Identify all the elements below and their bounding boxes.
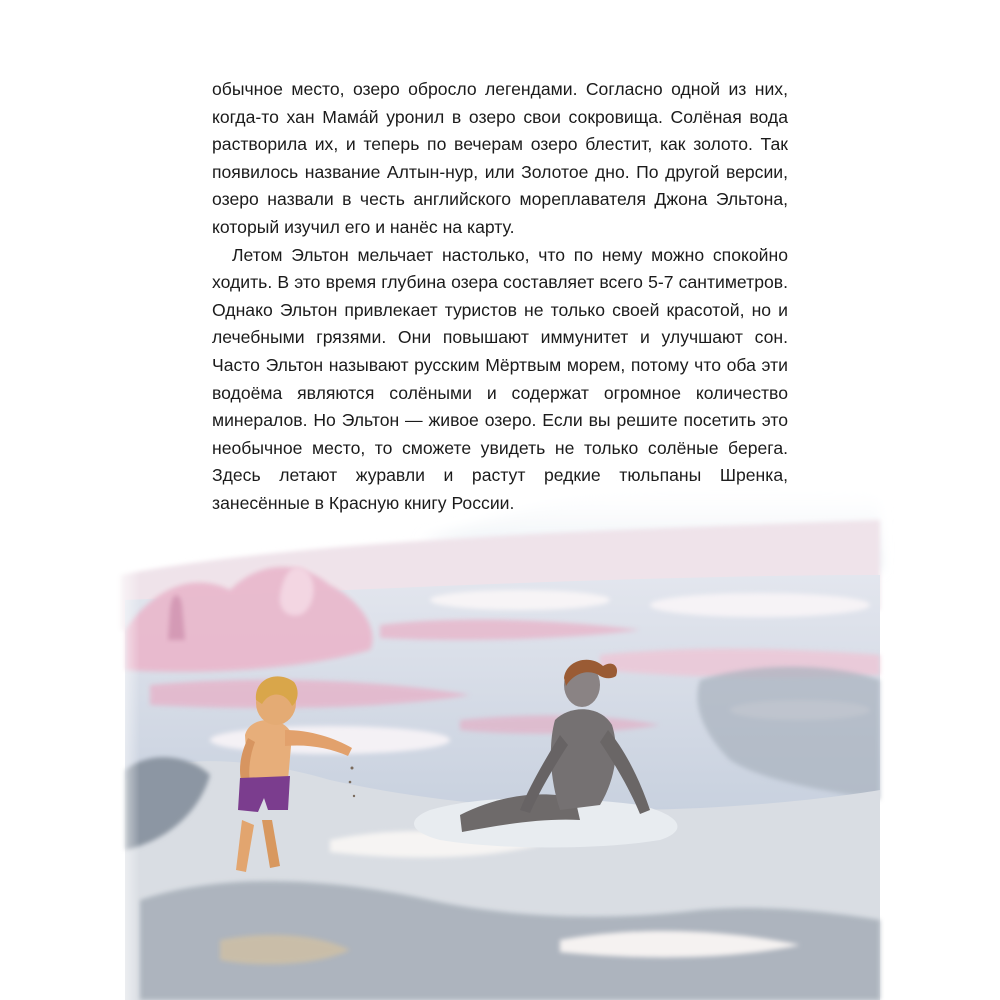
text-block: [212, 76, 788, 518]
salt-patch-2: [650, 593, 870, 617]
illustration-svg: [0, 480, 1000, 1000]
watercolor-illustration: [0, 480, 1000, 1000]
left-edge-fade: [110, 480, 140, 1000]
salt-drop-1: [351, 767, 354, 770]
salt-drop-3: [353, 795, 355, 797]
paragraph-2: Летом Эльтон мельчает настолько, что по нему можно спокойно ходить. В это время глубина озера составляет всего 5-7 сантиметров. Однако Эльтон привлекает туристов не только своей красотой, но и лечебными грязями. Они повышают иммунитет и улучшают сон. Часто Эльтон называют русским Мёртвым морем, потому что оба эти водоёма являются солёными и содержат огромное количество минералов. Но Эльтон — живое озеро. Если вы решите посетить это необычное место, то сможете увидеть не только солёные берега. Здесь летают журавли и растут редкие тюльпаны Шренка, занесённые в Красную книгу России.: [212, 244, 788, 513]
paragraph-1: обычное место, озеро обросло легендами. Согласно одной из них, когда-то хан Мама́й уронил в озеро свои сокровища. Солёная вода растворила их, и теперь по вечерам озеро блестит, как золото. Так появилось название Алтын-нур, или Золотое дно. По другой версии, озеро назвали в честь английского мореплавателя Джона Эльтона, который изучил его и нанёс на карту.: [212, 79, 788, 237]
salt-patch-1: [430, 590, 610, 610]
salt-drop-2: [349, 781, 352, 784]
